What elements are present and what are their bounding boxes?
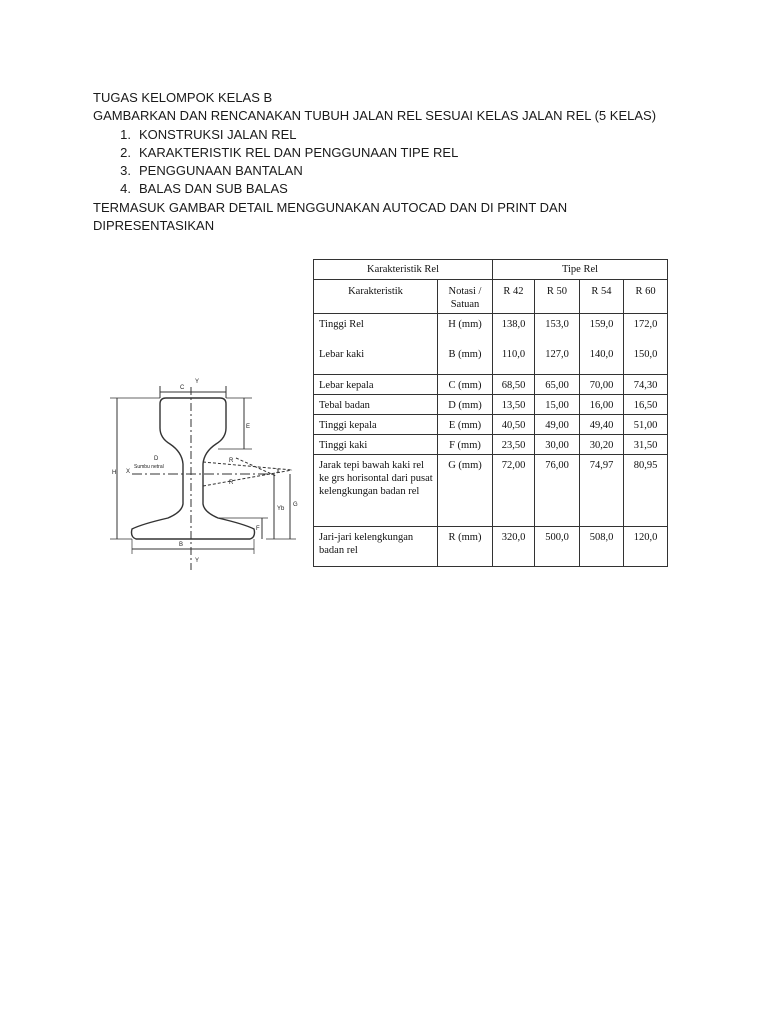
cell-value: 15,00: [535, 395, 580, 415]
row-name: Tinggi kepala: [314, 415, 438, 435]
list-item: [93, 162, 693, 180]
label-e: E: [246, 424, 251, 430]
list-number: 2.: [120, 144, 131, 160]
table-row: [314, 415, 668, 435]
assignment-note-continued: DIPRESENTASIKAN: [93, 218, 215, 234]
row-notation: G (mm): [438, 455, 493, 527]
cell-value: 150,0: [624, 344, 668, 375]
cell-value: 80,95: [624, 455, 668, 527]
row-notation: D (mm): [438, 395, 493, 415]
label-x-left: X: [126, 469, 131, 475]
row-notation: F (mm): [438, 435, 493, 455]
table-row: [314, 314, 668, 344]
row-name: Jarak tepi bawah kaki rel ke grs horisontal dari pusat kelengkungan badan rel: [314, 455, 438, 527]
table-row: [314, 455, 668, 527]
cell-value: 23,50: [493, 435, 535, 455]
task-list: [93, 126, 693, 199]
header-type-r54: R 54: [580, 280, 624, 314]
cell-value: 74,30: [624, 375, 668, 395]
rail-cross-section-figure: [96, 252, 308, 572]
rail-cross-section-drawing: [96, 252, 308, 572]
header-type-r60: R 60: [624, 280, 668, 314]
cell-value: 159,0: [580, 314, 624, 344]
header-notation-line1: Notasi /: [448, 286, 482, 297]
row-notation: B (mm): [438, 344, 493, 375]
header-notation-line2: Satuan: [450, 299, 480, 310]
list-number: 3.: [120, 163, 131, 179]
row-name: Tebal badan: [314, 395, 438, 415]
row-notation: C (mm): [438, 375, 493, 395]
label-f: F: [256, 526, 260, 532]
row-name: Tinggi Rel: [314, 314, 438, 344]
cell-value: 172,0: [624, 314, 668, 344]
cell-value: 110,0: [493, 344, 535, 375]
cell-value: 30,00: [535, 435, 580, 455]
rail-characteristics-table: [313, 259, 668, 567]
label-yb: Yb: [277, 506, 285, 512]
row-name: Jari-jari kelengkungan badan rel: [314, 527, 438, 563]
list-label: KONSTRUKSI JALAN REL: [139, 126, 297, 142]
header-characteristic: Karakteristik: [314, 280, 438, 314]
row-name: Lebar kepala: [314, 375, 438, 395]
header-type-r42: R 42: [493, 280, 535, 314]
row-name: Lebar kaki: [314, 344, 438, 375]
cell-value: 153,0: [535, 314, 580, 344]
cell-value: 51,00: [624, 415, 668, 435]
cell-value: 72,00: [493, 455, 535, 527]
cell-value: 13,50: [493, 395, 535, 415]
table-row: [314, 435, 668, 455]
label-c: C: [180, 385, 185, 391]
cell-value: 138,0: [493, 314, 535, 344]
cell-value: 508,0: [580, 527, 624, 563]
row-notation: E (mm): [438, 415, 493, 435]
list-item: [93, 126, 693, 144]
list-label: KARAKTERISTIK REL DAN PENGGUNAAN TIPE REL: [139, 144, 459, 160]
cell-value: 120,0: [624, 527, 668, 563]
label-d: D: [154, 456, 159, 462]
cell-value: 16,00: [580, 395, 624, 415]
label-x-right: X: [276, 469, 281, 475]
list-item: [93, 144, 693, 162]
label-g: G: [293, 502, 298, 508]
cell-value: 127,0: [535, 344, 580, 375]
table-row-cutoff: [314, 563, 668, 567]
list-number: 1.: [120, 126, 131, 142]
cell-value: 70,00: [580, 375, 624, 395]
header-characteristics-group: Karakteristik Rel: [314, 260, 493, 280]
table-row: [314, 395, 668, 415]
cell-value: 49,00: [535, 415, 580, 435]
row-notation: H (mm): [438, 314, 493, 344]
label-b: B: [179, 542, 184, 548]
assignment-note: TERMASUK GAMBAR DETAIL MENGGUNAKAN AUTOCAD DAN DI PRINT DAN: [93, 199, 568, 215]
label-y-bottom: Y: [195, 558, 200, 564]
table-row: [314, 375, 668, 395]
cell-value: 140,0: [580, 344, 624, 375]
cell-value: 76,00: [535, 455, 580, 527]
label-y-top: Y: [195, 379, 200, 385]
assignment-title: TUGAS KELOMPOK KELAS B: [93, 90, 273, 105]
header-rail-type-group: Tipe Rel: [493, 260, 668, 280]
cell-value: 500,0: [535, 527, 580, 563]
label-r-upper: R: [229, 458, 234, 464]
label-h: H: [112, 470, 117, 476]
list-label: BALAS DAN SUB BALAS: [139, 181, 288, 197]
cell-value: 74,97: [580, 455, 624, 527]
cell-value: 16,50: [624, 395, 668, 415]
cell-value: 30,20: [580, 435, 624, 455]
cell-value: 320,0: [493, 527, 535, 563]
list-item: [93, 180, 693, 198]
label-r-lower: R: [229, 480, 234, 486]
row-name: Tinggi kaki: [314, 435, 438, 455]
header-notation: [438, 280, 493, 314]
cell-value: 31,50: [624, 435, 668, 455]
header-type-r50: R 50: [535, 280, 580, 314]
list-label: PENGGUNAAN BANTALAN: [139, 163, 303, 179]
row-notation: R (mm): [438, 527, 493, 563]
label-neutral-axis: Sumbu netral: [134, 464, 164, 470]
cell-value: 40,50: [493, 415, 535, 435]
cell-value: 49,40: [580, 415, 624, 435]
list-number: 4.: [120, 181, 131, 197]
cell-value: 65,00: [535, 375, 580, 395]
assignment-text: [93, 89, 693, 235]
cell-value: 68,50: [493, 375, 535, 395]
table-row: [314, 344, 668, 375]
assignment-instruction: GAMBARKAN DAN RENCANAKAN TUBUH JALAN REL SESUAI KELAS JALAN REL (5 KELAS): [93, 108, 657, 124]
table-row: [314, 527, 668, 563]
